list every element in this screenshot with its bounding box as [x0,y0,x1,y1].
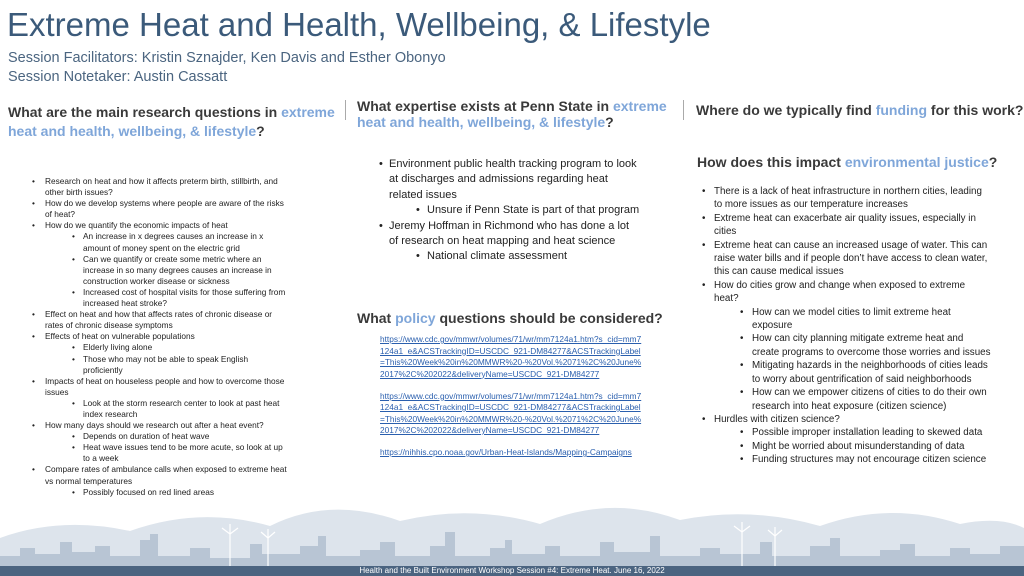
sub-bullet-item: • How can we empower citizens of cities to do their own research into heat exposure (citizen science) [702,386,992,413]
bullet-item: • Environment public health tracking program to look at discharges and admissions regarding heat related issues [379,157,641,203]
sub-bullet-item: • Possible improper installation leading to skewed data [702,426,992,439]
sub-bullet-item: • Elderly living alone [32,342,290,353]
research-questions-heading: What are the main research questions in extreme heat and health, wellbeing, & lifestyle? [8,104,335,139]
bullet-item: • How many days should we research out after a heat event? [32,420,290,431]
bullet-item: • Extreme heat can cause an increased usage of water. This can raise water bills and if people don’t have access to clean water, this can cause medical issues [702,239,992,279]
bullet-item: • Impacts of heat on houseless people and how to overcome those issues [32,376,290,398]
sub-bullet-item: • Unsure if Penn State is part of that program [379,203,641,218]
sub-bullet-item: • Might be worried about misunderstanding of data [702,440,992,453]
bullet-item: • Effect on heat and how that affects rates of chronic disease or rates of chronic disease symptoms [32,309,290,331]
sub-bullet-item: • How can city planning mitigate extreme heat and create programs to overcome those worries and issues [702,332,992,359]
page-title: Extreme Heat and Health, Wellbeing, & Lifestyle [7,6,711,43]
bullet-item: • Compare rates of ambulance calls when exposed to extreme heat vs normal temperatures [32,464,290,486]
session-notetaker: Session Notetaker: Austin Cassatt [8,69,228,85]
bullet-item: • How do we develop systems where people are aware of the risks of heat? [32,198,290,220]
bullet-item: • Extreme heat can exacerbate air quality issues, especially in cities [702,212,992,239]
sub-bullet-item: • Heat wave issues tend to be more acute, so look at up to a week [32,442,290,464]
city-skyline-illustration [0,476,1024,576]
policy-links [380,334,642,469]
footer-caption: Health and the Built Environment Workshop Session #4: Extreme Heat. June 16, 2022 [359,566,665,575]
bullet-item: • Effects of heat on vulnerable populations [32,331,290,342]
sub-bullet-item: • Possibly focused on red lined areas [32,487,290,498]
sub-bullet-item: • Increased cost of hospital visits for those suffering from increased heat stroke? [32,287,290,309]
policy-link[interactable]: https://nihhis.cpo.noaa.gov/Urban-Heat-Islands/Mapping-Campaigns [380,447,632,457]
sub-bullet-item: • Look at the storm research center to look at past heat index research [32,398,290,420]
funding-heading: Where do we typically find funding for this work? [696,102,1024,118]
session-facilitators: Session Facilitators: Kristin Sznajder, Ken Davis and Esther Obonyo [8,50,446,66]
environmental-justice-heading: How does this impact environmental justice? [697,154,998,170]
sub-bullet-item: • Depends on duration of heat wave [32,431,290,442]
policy-link[interactable]: https://www.cdc.gov/mmwr/volumes/71/wr/mm7124a1.htm?s_cid=mm7124a1_e&ACSTrackingID=USCDC_921-DM84277&ACSTrackingLabel=This%20Week%20in%20MMWR%20-%20Vol.%2071%2C%20June%2017%2C%202022&deliveryName=USCDC_921-DM84277 [380,334,642,379]
sub-bullet-item: • Funding structures may not encourage citizen science [702,453,992,466]
sub-bullet-item: • Mitigating hazards in the neighborhoods of cities leads to worry about gentrification of said neighborhoods [702,359,992,386]
column-divider [345,100,346,120]
bullet-item: • Research on heat and how it affects preterm birth, stillbirth, and other birth issues? [32,176,290,198]
policy-link[interactable]: https://www.cdc.gov/mmwr/volumes/71/wr/mm7124a1.htm?s_cid=mm7124a1_e&ACSTrackingID=USCDC_921-DM84277&ACSTrackingLabel=This%20Week%20in%20MMWR%20-%20Vol.%2071%2C%20June%2017%2C%202022&deliveryName=USCDC_921-DM84277 [380,390,642,435]
bullet-item: • How do we quantify the economic impacts of heat [32,220,290,231]
expertise-list [379,157,641,265]
sub-bullet-item: • How can we model cities to limit extreme heat exposure [702,306,992,333]
research-questions-list [32,176,290,498]
policy-heading: What policy questions should be considered? [357,310,663,326]
sub-bullet-item: • Those who may not be able to speak English proficiently [32,354,290,376]
bullet-item: • Hurdles with citizen science? [702,413,992,426]
bullet-item: • How do cities grow and change when exposed to extreme heat? [702,279,992,306]
sub-bullet-item: • Can we quantify or create some metric where an increase in so many degrees causes an increase in construction worker disease or sickness [32,254,290,287]
sub-bullet-item: • National climate assessment [379,249,641,264]
sub-bullet-item: • An increase in x degrees causes an increase in x amount of money spent on the electric grid [32,231,290,253]
column-divider [683,100,684,120]
bullet-item: • Jeremy Hoffman in Richmond who has done a lot of research on heat mapping and heat science [379,219,641,250]
expertise-heading: What expertise exists at Penn State in extreme heat and health, wellbeing, & lifestyle? [357,98,667,130]
bullet-item: • There is a lack of heat infrastructure in northern cities, leading to more issues as our temperature increases [702,185,992,212]
environmental-justice-list [702,185,992,467]
